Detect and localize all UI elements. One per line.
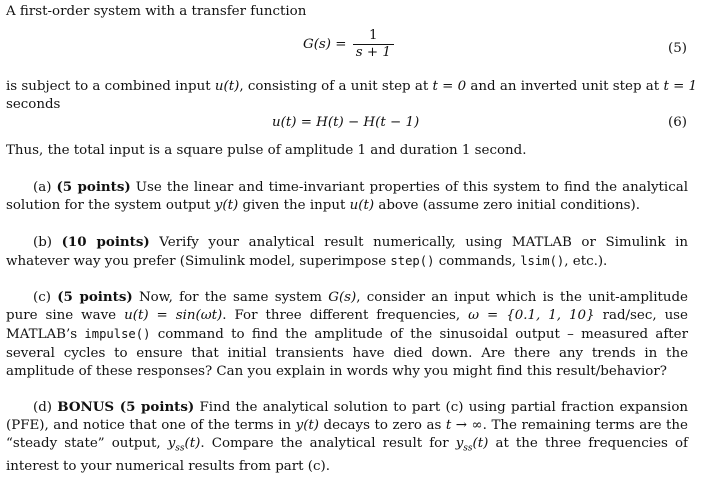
eq5-numerator: 1 <box>353 28 394 45</box>
eq5-denominator: s + 1 <box>355 45 391 60</box>
part-d: (d) BONUS (5 points) Find the analytical solution to part (c) using partial fraction expansion (PFE), and notice that one of the terms in y(t) decays to zero as t → ∞. The remaining terms are the “steady state” output, $y_{ss}(t)$. Compare the analytical result for $y_{ss}(t)$ at the three frequencies of interest to your numerical results from part (c). <box>6 399 689 475</box>
square-pulse-text: Thus, the total input is a square pulse of amplitude 1 and duration 1 second. <box>6 143 527 158</box>
equation-5-number: (5) <box>668 41 687 56</box>
intro-text: A first-order system with a transfer function <box>6 4 307 19</box>
code-step: step() <box>390 254 435 269</box>
part-a: (a) (5 points) Use the linear and time-invariant properties of this system to find the analytical solution for the system output y(t) given the input u(t) above (assume zero initial conditions). <box>6 179 688 214</box>
equation-6: u(t) = H(t) − H(t − 1) <box>272 115 420 130</box>
part-b: (b) (10 points) Verify your analytical result numerically, using MATLAB or Simulink in whatever way you prefer (Simulink model, superimpose step() commands, lsim(), etc.). <box>6 234 688 270</box>
input-description: is subject to a combined input u(t), consisting of a unit step at t = 0 and an inverted unit step at t = 1 <box>6 79 698 94</box>
code-lsim: lsim() <box>520 254 565 269</box>
intro-line <box>6 3 306 20</box>
eq5-fraction <box>353 28 394 61</box>
part-c: (c) (5 points) Now, for the same system G(s), consider an input which is the unit-amplitude pure sine wave u(t) = sin(ωt). For three different frequencies, ω = {0.1, 1, 10} rad/sec, use MATLAB’s impulse() command to find the amplitude of the sinusoidal output – measured after several cycles to ensure that initial transients have died down. Are there any trends in the amplitude of these responses? Can you explain in words why you might find this result/behavior? <box>6 289 688 379</box>
eq5-lhs: G(s) = <box>303 37 351 52</box>
part-b-points: (10 points) <box>61 234 150 250</box>
equation-5 <box>303 28 396 61</box>
part-a-points: (5 points) <box>56 179 131 195</box>
part-c-points: (5 points) <box>57 289 133 305</box>
code-impulse: impulse() <box>84 327 151 342</box>
equation-6-number: (6) <box>668 115 687 130</box>
part-d-bonus: BONUS (5 points) <box>57 399 195 415</box>
input-description-cont: seconds <box>6 97 61 112</box>
